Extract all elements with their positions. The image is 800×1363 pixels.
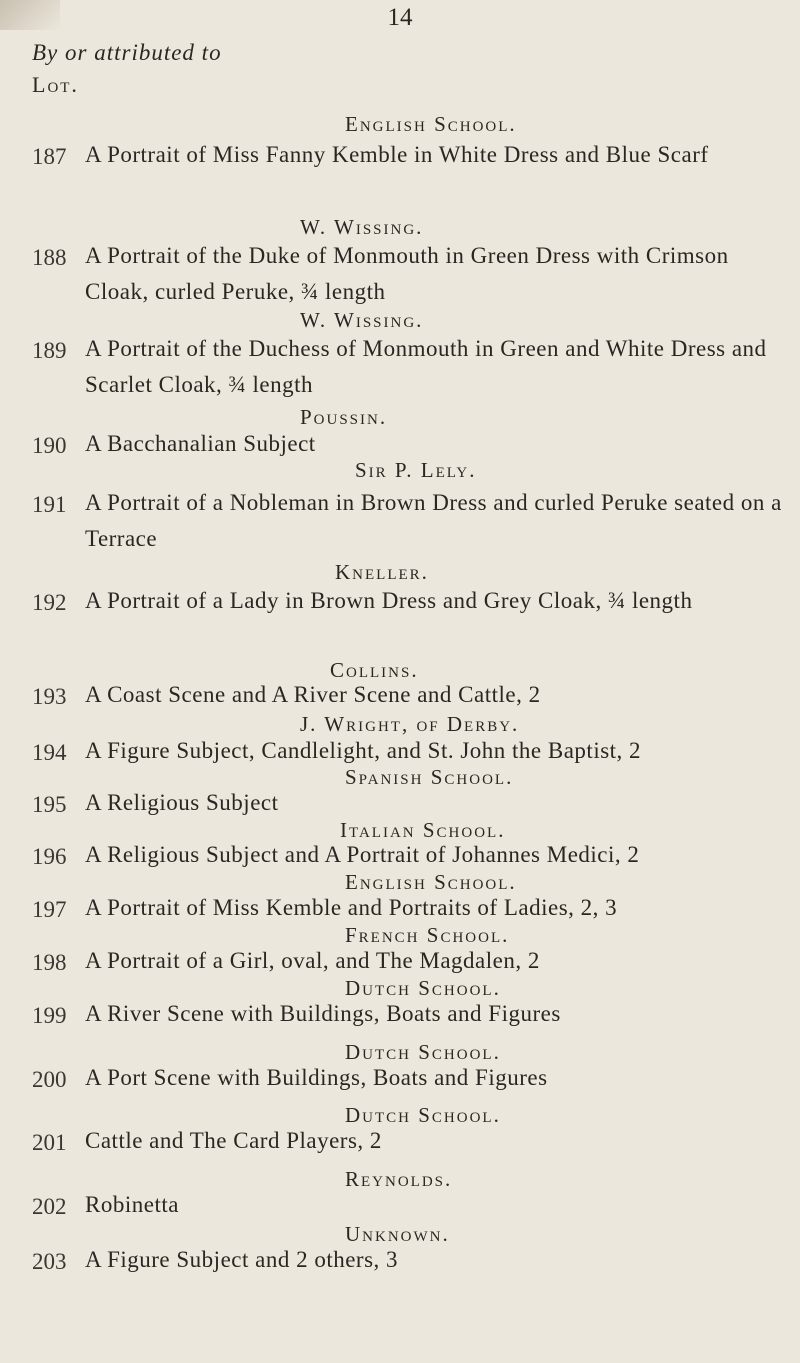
lot-title: A River Scene with Buildings, Boats and Figures <box>85 1001 561 1026</box>
lot-number: 191 <box>32 492 67 517</box>
artist-name: J. Wright, of Derby. <box>300 712 520 736</box>
lot-title: A Portrait of a Nobleman in Brown Dress and curled Peruke seated on a Terrace <box>85 490 782 551</box>
artist-name: English School. <box>345 870 517 894</box>
lot-number: 197 <box>32 897 67 922</box>
artist-name: Dutch School. <box>345 1103 501 1127</box>
lot-title: A Bacchanalian Subject <box>85 431 316 456</box>
artist-name: W. Wissing. <box>300 308 424 332</box>
lot-number: 196 <box>32 844 67 869</box>
lot-number: 203 <box>32 1249 67 1274</box>
artist-name: English School. <box>345 112 517 136</box>
lot-number: 193 <box>32 684 67 709</box>
artist-name: Unknown. <box>345 1222 450 1246</box>
lot-number: 192 <box>32 590 67 615</box>
artist-name: French School. <box>345 923 510 947</box>
lot-title: Cattle and The Card Players, 2 <box>85 1128 382 1153</box>
lot-title: A Figure Subject, Candlelight, and St. John the Baptist, 2 <box>85 738 642 763</box>
lot-number: 190 <box>32 433 67 458</box>
section-heading: By or attributed to <box>32 40 222 65</box>
lot-title: A Portrait of Miss Fanny Kemble in White Dress and Blue Scarf <box>85 142 709 167</box>
lot-title: A Portrait of the Duchess of Monmouth in Green and White Dress and Scarlet Cloak, ¾ length <box>85 336 767 397</box>
artist-name: Dutch School. <box>345 976 501 1000</box>
lot-number: 199 <box>32 1003 67 1028</box>
artist-name: Kneller. <box>335 560 429 584</box>
lot-title: A Portrait of a Girl, oval, and The Magdalen, 2 <box>85 948 540 973</box>
lot-number: 201 <box>32 1130 67 1155</box>
lot-title: A Portrait of a Lady in Brown Dress and Grey Cloak, ¾ length <box>85 588 693 613</box>
artist-name: Collins. <box>330 658 419 682</box>
artist-name: Spanish School. <box>345 765 514 789</box>
page-number: 14 <box>387 4 413 31</box>
lot-title: A Portrait of the Duke of Monmouth in Green Dress with Crimson Cloak, curled Peruke, ¾ length <box>85 243 729 304</box>
artist-name: Dutch School. <box>345 1040 501 1064</box>
lot-number: 198 <box>32 950 67 975</box>
artist-name: Sir P. Lely. <box>355 458 477 482</box>
lot-column-heading: Lot. <box>32 72 79 97</box>
artist-name: Italian School. <box>340 818 506 842</box>
lot-number: 202 <box>32 1194 67 1219</box>
lot-title: A Port Scene with Buildings, Boats and Figures <box>85 1065 548 1090</box>
lot-title: A Figure Subject and 2 others, 3 <box>85 1247 399 1272</box>
lot-number: 200 <box>32 1067 67 1092</box>
lot-title: A Coast Scene and A River Scene and Cattle, 2 <box>85 682 541 707</box>
lot-number: 189 <box>32 338 67 363</box>
lot-title: Robinetta <box>85 1192 179 1217</box>
lot-title: A Religious Subject <box>85 790 279 815</box>
lot-number: 195 <box>32 792 67 817</box>
lot-title: A Religious Subject and A Portrait of Johannes Medici, 2 <box>85 842 640 867</box>
lot-title: A Portrait of Miss Kemble and Portraits of Ladies, 2, 3 <box>85 895 618 920</box>
lot-number: 187 <box>32 144 67 169</box>
artist-name: W. Wissing. <box>300 215 424 239</box>
lot-number: 194 <box>32 740 67 765</box>
artist-name: Reynolds. <box>345 1167 453 1191</box>
lot-number: 188 <box>32 245 67 270</box>
artist-name: Poussin. <box>300 405 388 429</box>
